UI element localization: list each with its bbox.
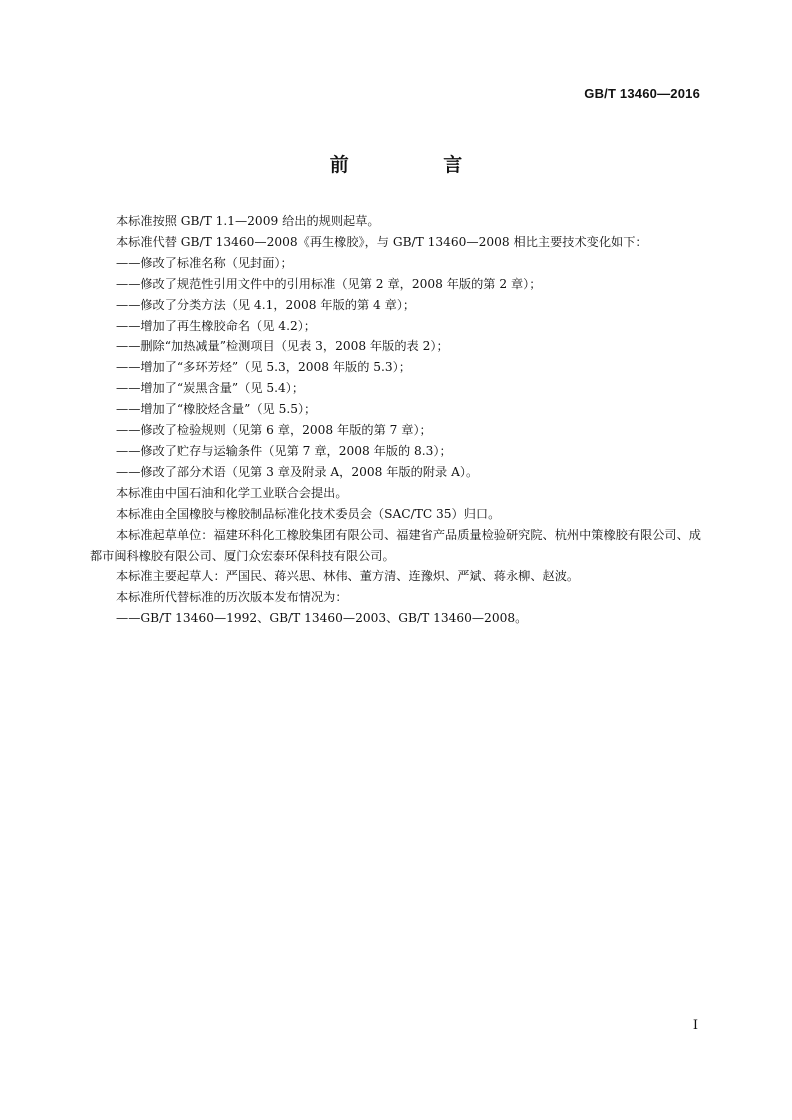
change-item: ——修改了标准名称（见封面）； bbox=[116, 255, 293, 270]
paragraph: 本标准所代替标准的历次版本发布情况为： bbox=[116, 590, 348, 605]
foreword-body bbox=[90, 211, 702, 629]
paragraph: 本标准主要起草人：严国民、蒋兴思、林伟、董方清、连豫炽、严斌、蒋永柳、赵波。 bbox=[116, 569, 580, 584]
change-item: ——修改了检验规则（见第 6 章，2008 年版的第 7 章）； bbox=[116, 423, 432, 438]
paragraph: 本标准按照 GB/T 1.1—2009 给出的规则起草。 bbox=[116, 214, 380, 228]
change-item: ——修改了部分术语（见第 3 章及附录 A，2008 年版的附录 A）。 bbox=[116, 464, 479, 479]
change-item: ——增加了再生橡胶命名（见 4.2）； bbox=[116, 318, 316, 333]
paragraph: 本标准由全国橡胶与橡胶制品标准化技术委员会（SAC/TC 35）归口。 bbox=[116, 506, 501, 521]
page-number: I bbox=[692, 1018, 698, 1033]
change-item: ——修改了规范性引用文件中的引用标准（见第 2 章，2008 年版的第 2 章）； bbox=[116, 276, 542, 291]
history-item: ——GB/T 13460—1992、GB/T 13460—2003、GB/T 13460—2008。 bbox=[116, 611, 528, 626]
change-item: ——增加了“橡胶烃含量”（见 5.5）； bbox=[116, 402, 317, 417]
change-item: ——增加了“炭黑含量”（见 5.4）； bbox=[116, 381, 305, 396]
paragraph: 本标准由中国石油和化学工业联合会提出。 bbox=[116, 485, 348, 500]
page-title: 前 言 bbox=[329, 154, 507, 176]
paragraph: 本标准代替 GB/T 13460—2008《再生橡胶》，与 GB/T 13460—2008 相比主要技术变化如下： bbox=[116, 234, 648, 249]
change-item: ——增加了“多环芳烃”（见 5.3，2008 年版的 5.3）； bbox=[116, 360, 411, 375]
change-item: ——修改了贮存与运输条件（见第 7 章，2008 年版的 8.3）； bbox=[116, 443, 452, 458]
standard-code: GB/T 13460—2016 bbox=[584, 86, 700, 101]
change-item: ——删除“加热减量”检测项目（见表 3，2008 年版的表 2）； bbox=[116, 339, 449, 354]
paragraph: 本标准起草单位：福建环科化工橡胶集团有限公司、福建省产品质量检验研究院、杭州中策橡胶有限公司、成都市闽科橡胶有限公司、厦门众宏泰环保科技有限公司。 bbox=[90, 527, 701, 563]
change-item: ——修改了分类方法（见 4.1，2008 年版的第 4 章）； bbox=[116, 297, 416, 312]
